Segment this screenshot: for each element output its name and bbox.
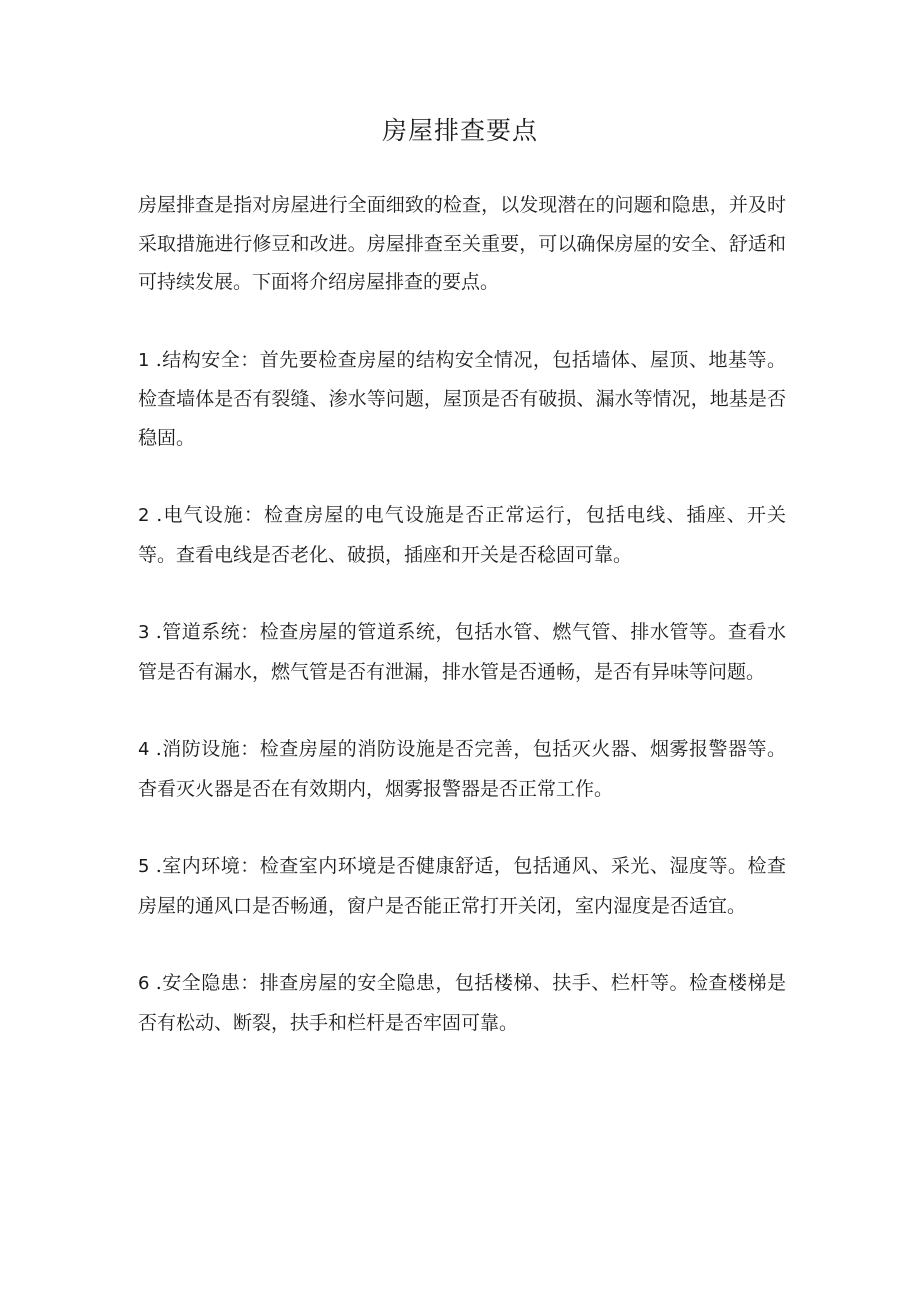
item-number: 2 xyxy=(138,505,157,526)
item-text: .结构安全：首先要检查房屋的结构安全情况，包括墙体、屋顶、地基等。检查墙体是否有裂缝、渗水等问题，屋顶是否有破损、漏水等情况，地基是否稳固。 xyxy=(138,348,786,449)
list-item xyxy=(138,964,786,1042)
item-text: .室内环境：检查室内环境是否健康舒适，包括通风、采光、湿度等。检查房屋的通风口是否畅通，窗户是否能正常打开关闭，室内湿度是否适宜。 xyxy=(138,855,786,917)
document-title: 房屋排查要点 xyxy=(381,116,538,145)
list-item xyxy=(138,730,786,808)
document-body xyxy=(138,186,786,1081)
intro-paragraph: 房屋排查是指对房屋进行全面细致的检查，以发现潜在的问题和隐患，并及时采取措施进行修豆和改进。房屋排查至关重要，可以确保房屋的安全、舒适和可持续发展。下面将介绍房屋排查的要点。 xyxy=(138,194,786,293)
item-text: .管道系统：检查房屋的管道系统，包括水管、燃气管、排水管等。查看水管是否有漏水，燃气管是否有泄漏，排水管是否通畅，是否有异味等问题。 xyxy=(138,621,786,683)
item-text: .安全隐患：排查房屋的安全隐患，包括楼梯、扶手、栏杆等。检查楼梯是否有松动、断裂，扶手和栏杆是否牢固可靠。 xyxy=(138,972,786,1034)
item-number: 3 xyxy=(138,622,156,643)
list-item xyxy=(138,496,786,574)
item-number: 6 xyxy=(138,973,156,994)
list-item xyxy=(138,341,786,458)
item-number: 5 xyxy=(138,856,156,877)
item-text: .电气设施：检查房屋的电气设施是否正常运行，包括电线、插座、开关等。查看电线是否老化、破损，插座和开关是否稔固可靠。 xyxy=(138,504,786,566)
list-item xyxy=(138,613,786,691)
item-number: 1 xyxy=(138,349,156,371)
item-number: 4 xyxy=(138,739,156,760)
item-text: .消防设施：检查房屋的消防设施是否完善，包括灭火器、烟雾报警器等。杳看灭火器是否在有效期内，烟雾报警器是否正常工作。 xyxy=(138,738,786,800)
list-item xyxy=(138,847,786,925)
